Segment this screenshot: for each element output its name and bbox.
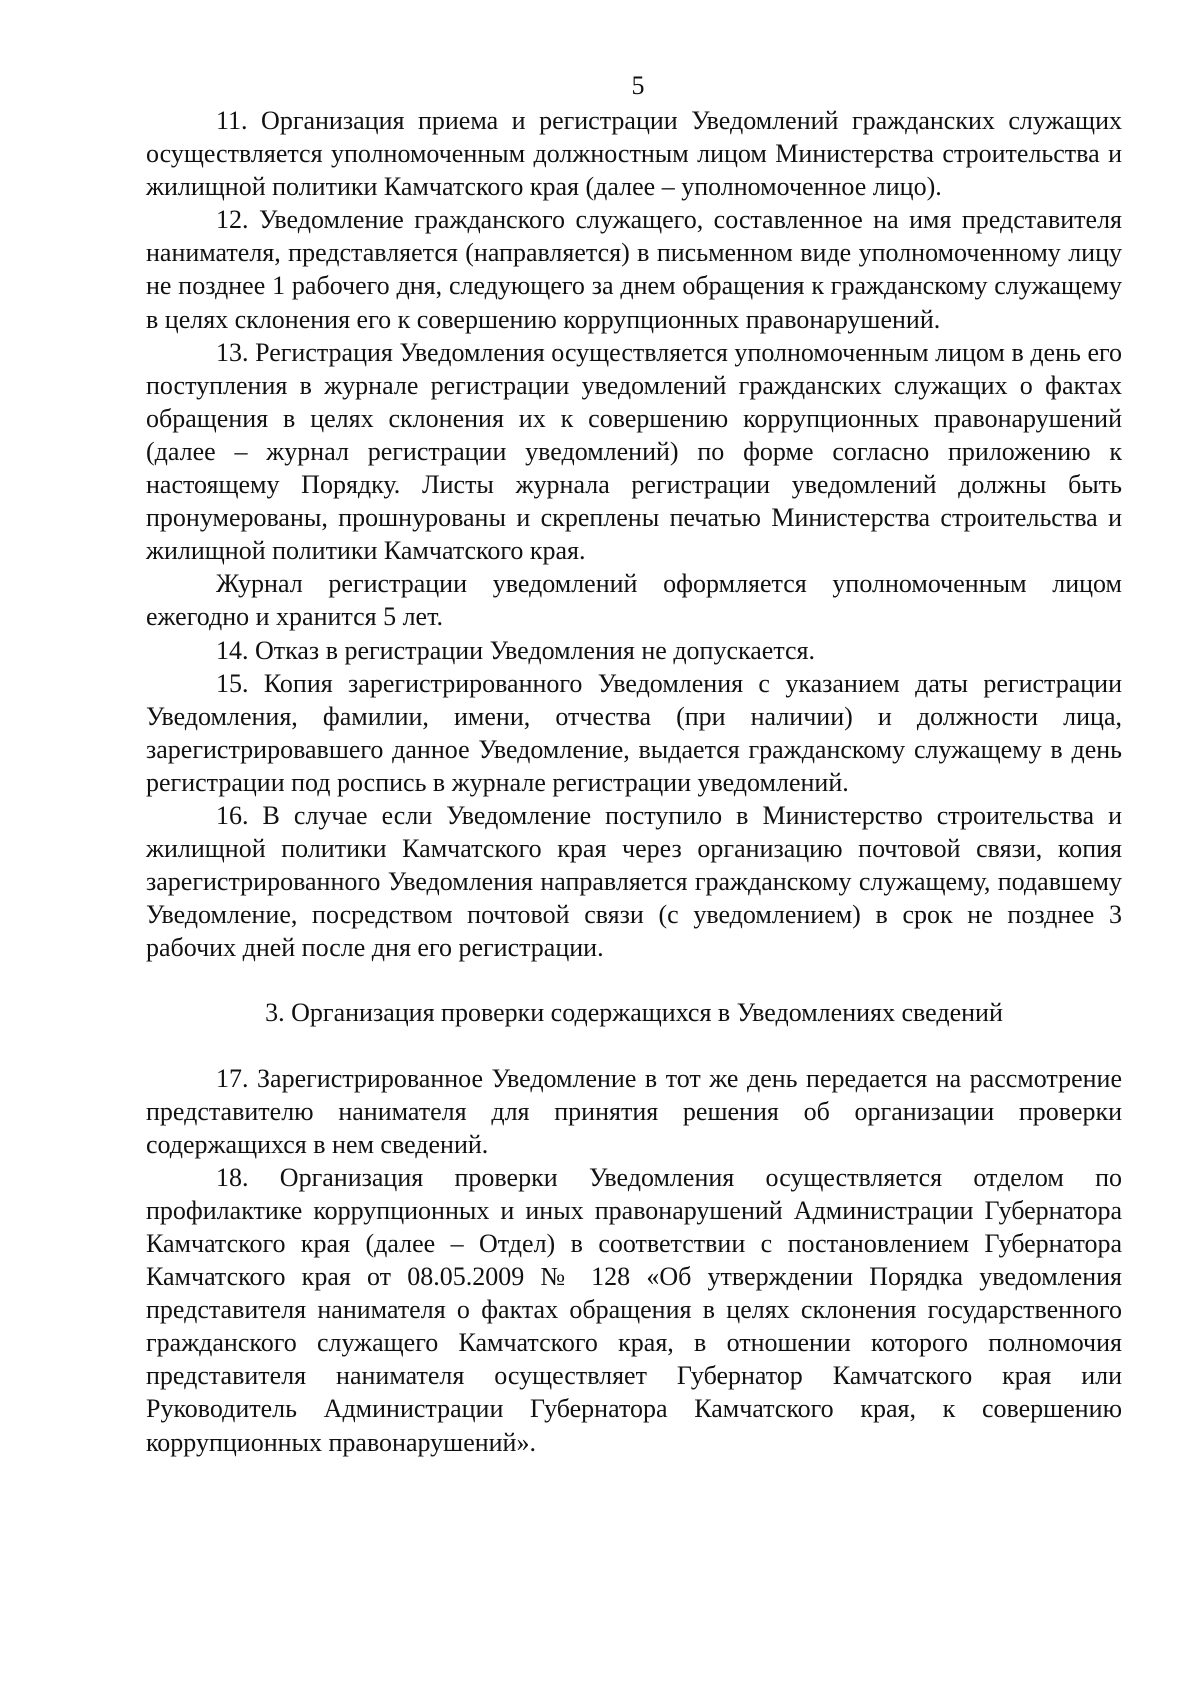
page-number: 5 xyxy=(631,71,645,100)
paragraph-17: 17. Зарегистрированное Уведомление в тот же день передается на рассмотрение представителю нанимателя для принятия решения об организации проверки содержащихся в нем сведений. xyxy=(146,1063,1122,1159)
paragraph-13: 13. Регистрация Уведомления осуществляется уполномоченным лицом в день его поступления в журнале регистрации уведомлений гражданских служащих о фактах обращения в целях склонения их к совершению коррупционных правонарушений (далее – журнал регистрации уведомлений) по форме согласно приложению к настоящему Порядку. Листы журнала регистрации уведомлений должны быть пронумерованы, прошнурованы и скреплены печатью Министерства строительства и жилищной политики Камчатского края. xyxy=(146,337,1122,566)
paragraph-12: 12. Уведомление гражданского служащего, составленное на имя представителя нанимателя, представляется (направляется) в письменном виде уполномоченному лицу не позднее 1 рабочего дня, следующего за днем обращения к гражданскому служащему в целях склонения его к совершению коррупционных правонарушений. xyxy=(146,205,1122,334)
paragraph-11: 11. Организация приема и регистрации Уведомлений гражданских служащих осуществляется уполномоченным должностным лицом Министерства строительства и жилищной политики Камчатского края (далее – уполномоченное лицо). xyxy=(146,106,1122,202)
paragraph-14: 14. Отказ в регистрации Уведомления не допускается. xyxy=(216,635,816,665)
paragraph-15: 15. Копия зарегистрированного Уведомления с указанием даты регистрации Уведомления, фамилии, имени, отчества (при наличии) и должности лица, зарегистрировавшего данное Уведомление, выдается гражданскому служащему в день регистрации под роспись в журнале регистрации уведомлений. xyxy=(146,668,1122,797)
paragraph-18: 18. Организация проверки Уведомления осуществляется отделом по профилактике коррупционных и иных правонарушений Администрации Губернатора Камчатского края (далее – Отдел) в соответствии с постановлением Губернатора Камчатского края от 08.05.2009 № 128 «Об утверждении Порядка уведомления представителя нанимателя о фактах обращения в целях склонения государственного гражданского служащего Камчатского края, в отношении которого полномочия представителя нанимателя осуществляет Губернатор Камчатского края или Руководитель Администрации Губернатора Камчатского края, к совершению коррупционных правонарушений». xyxy=(146,1162,1122,1457)
document-page xyxy=(146,70,1122,1459)
paragraph-16: 16. В случае если Уведомление поступило в Министерство строительства и жилищной политики Камчатского края через организацию почтовой связи, копия зарегистрированного Уведомления направляется гражданскому служащему, подавшему Уведомление, посредством почтовой связи (с уведомлением) в срок не позднее 3 рабочих дней после дня его регистрации. xyxy=(146,800,1122,963)
paragraph-13-journal: Журнал регистрации уведомлений оформляется уполномоченным лицом ежегодно и хранится 5 лет. xyxy=(146,569,1122,632)
section-heading-3: 3. Организация проверки содержащихся в Уведомлениях сведений xyxy=(265,998,1003,1028)
